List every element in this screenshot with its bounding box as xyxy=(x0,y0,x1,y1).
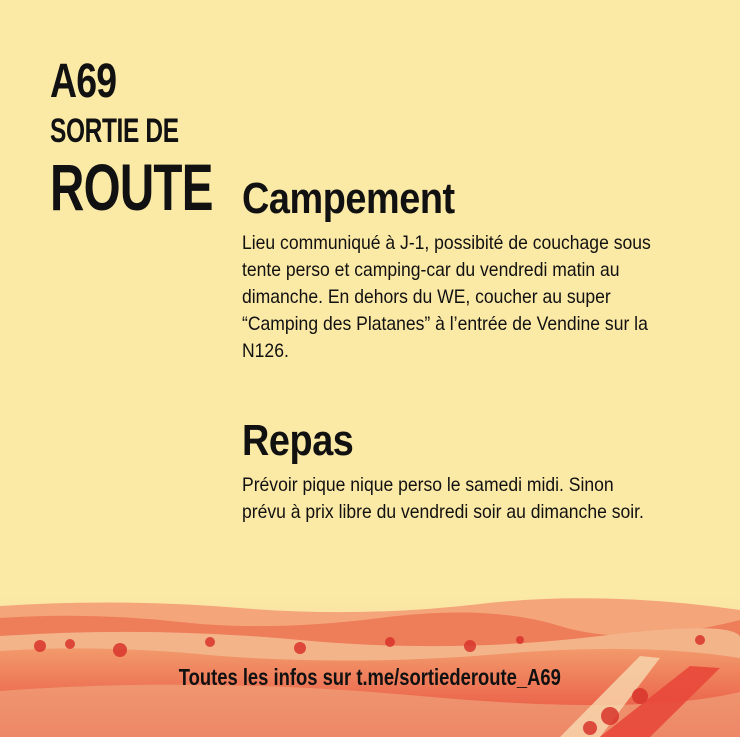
logo-line-a69: A69 xyxy=(50,55,117,108)
section-title: Repas xyxy=(242,416,354,465)
section-title: Campement xyxy=(242,174,455,223)
section-campement xyxy=(242,174,702,365)
footer-label: Toutes les infos sur t.me/sortiederoute_A69 xyxy=(178,664,562,690)
logo-line-route: ROUTE xyxy=(50,150,213,224)
section-body: Prévoir pique nique perso le samedi midi. Sinon prévu à prix libre du vendredi soir au dimanche soir. xyxy=(242,474,644,523)
section-body: Lieu communiqué à J-1, possibité de couchage sous tente perso et camping-car du vendredi matin au dimanche. En dehors du WE, coucher au super “Camping des Platanes” à l’entrée de Vendine sur la N126. xyxy=(242,232,651,362)
logo-line-sortie: SORTIE DE xyxy=(50,112,179,150)
section-repas xyxy=(242,416,702,526)
footer-info-text xyxy=(0,664,740,691)
